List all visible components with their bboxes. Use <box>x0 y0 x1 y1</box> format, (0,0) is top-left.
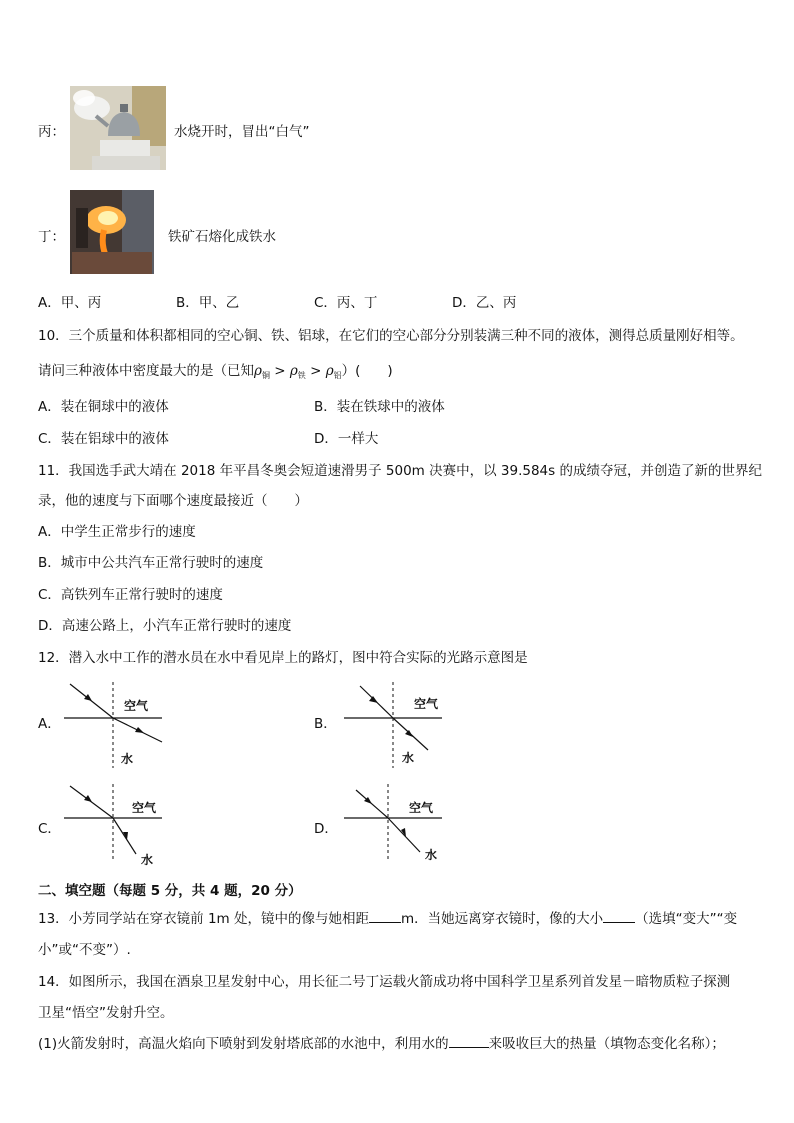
water-label-a: 水 <box>121 752 134 766</box>
answer-blank[interactable] <box>369 910 401 923</box>
q10-option-b: B．装在铁球中的液体 <box>314 399 445 415</box>
rho-symbol: ρ <box>254 363 262 379</box>
water-label-d: 水 <box>425 848 438 862</box>
q9-option-c: C．丙、丁 <box>314 295 378 311</box>
kettle-photo <box>70 86 166 170</box>
q9-option-b: B．甲、乙 <box>176 295 240 311</box>
q13-text-b: m．当她远离穿衣镜时，像的大小 <box>401 911 604 927</box>
q13-stem-line2: 小”或“不变”）. <box>38 942 131 958</box>
q14-text-a: (1)火箭发射时，高温火焰向下喷射到发射塔底部的水池中，利用水的 <box>38 1036 449 1052</box>
light-path-diagram-b <box>340 680 450 770</box>
air-label-b: 空气 <box>414 697 439 711</box>
q14-stem-line1: 14．如图所示，我国在酒泉卫星发射中心，用长征二号丁运载火箭成功将中国科学卫星系列首发星－暗物质粒子探测 <box>38 974 731 990</box>
q9-option-d: D．乙、丙 <box>452 295 517 311</box>
q10-option-d: D．一样大 <box>314 431 379 447</box>
item-bing-label: 丙： <box>38 124 65 140</box>
gt-sign: > <box>274 363 286 379</box>
q13-text-c: （选填“变大”“变 <box>635 911 738 927</box>
q12-option-c-letter: C． <box>38 821 61 837</box>
q13-text-a: 13．小芳同学站在穿衣镜前 1m 处，镜中的像与她相距 <box>38 911 369 927</box>
answer-blank[interactable] <box>603 910 635 923</box>
air-label-d: 空气 <box>409 801 434 815</box>
q10-option-c: C．装在铝球中的液体 <box>38 431 169 447</box>
answer-blank[interactable] <box>449 1035 489 1048</box>
q14-subq1 <box>38 1032 725 1052</box>
rho-symbol: ρ <box>289 363 298 379</box>
q9-option-a: A．甲、丙 <box>38 295 102 311</box>
q12-option-a-letter: A． <box>38 716 61 732</box>
light-path-diagram-a <box>60 680 170 770</box>
q10-stem-line1: 10．三个质量和体积都相同的空心铜、铁、铝球，在它们的空心部分分别装满三种不同的液体，测得总质量刚好相等。 <box>38 328 744 344</box>
q12-option-b-letter: B． <box>314 716 337 732</box>
q11-option-d: D．高速公路上，小汽车正常行驶时的速度 <box>38 618 292 634</box>
water-label-c: 水 <box>141 853 154 867</box>
q11-option-c: C．高铁列车正常行驶时的速度 <box>38 587 223 603</box>
q11-stem-line1: 11．我国选手武大靖在 2018 年平昌冬奥会短道速滑男子 500m 决赛中，以 39.584s 的成绩夺冠，并创造了新的世界纪 <box>38 463 762 479</box>
q11-stem-line2: 录，他的速度与下面哪个速度最接近（ ） <box>38 493 308 509</box>
air-label-c: 空气 <box>132 801 157 815</box>
rho-sub-cu: 铜 <box>261 371 270 380</box>
q12-stem: 12．潜入水中工作的潜水员在水中看见岸上的路灯，图中符合实际的光路示意图是 <box>38 650 528 666</box>
item-bing-caption: 水烧开时，冒出“白气” <box>174 124 310 140</box>
rho-sub-fe: 铁 <box>297 371 306 380</box>
q10-option-a: A．装在铜球中的液体 <box>38 399 169 415</box>
q10-line2-prefix: 请问三种液体中密度最大的是（已知 <box>38 363 254 379</box>
q10-stem-line2 <box>38 359 393 381</box>
q12-option-d-letter: D． <box>314 821 338 837</box>
item-ding-caption: 铁矿石熔化成铁水 <box>168 229 276 245</box>
item-ding-label: 丁： <box>38 229 65 245</box>
q14-text-b: 来吸收巨大的热量（填物态变化名称）； <box>488 1036 725 1052</box>
rho-symbol: ρ <box>325 363 334 379</box>
air-label-a: 空气 <box>124 699 149 713</box>
section-heading-fill-in: 二、填空题（每题 5 分，共 4 题，20 分） <box>38 883 302 899</box>
light-path-diagram-c <box>60 782 170 864</box>
q11-option-a: A．中学生正常步行的速度 <box>38 524 196 540</box>
q13-stem-line1 <box>38 907 737 927</box>
q11-option-b: B．城市中公共汽车正常行驶时的速度 <box>38 555 264 571</box>
q14-stem-line2: 卫星“悟空”发射升空。 <box>38 1005 174 1021</box>
gt-sign: > <box>310 363 322 379</box>
water-label-b: 水 <box>402 751 415 765</box>
q10-line2-suffix: ）( ) <box>341 363 393 379</box>
molten-iron-photo <box>70 190 154 274</box>
rho-sub-al: 铝 <box>333 371 342 380</box>
